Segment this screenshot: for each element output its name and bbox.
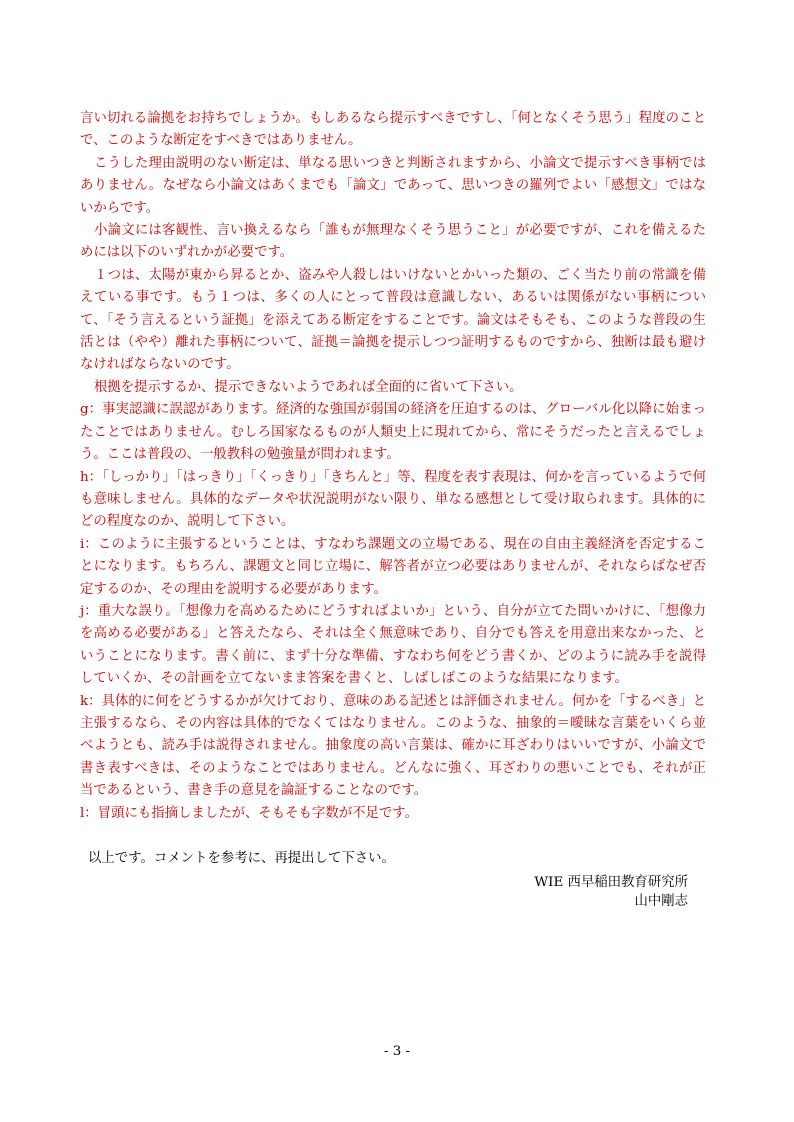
paragraph: 根拠を提示するか、提示できないようであれば全面的に省いて下さい。 (94, 379, 523, 395)
comment-body (80, 108, 706, 825)
closing-text: 以上です。コメントを参考に、再提出して下さい。 (88, 851, 395, 866)
comment-g: g：事実認識に誤認があります。経済的な強国が弱国の経済を圧迫するのは、グローバル化以降に始まったことではありません。むしろ国家なるものが人類史上に現れてから、常にそうだったと言えるでしょう。ここは普段の、一般教科の勉強量が問われます。 (80, 402, 706, 463)
comment-l: l：冒頭にも指摘しましたが、そもそも字数が不足です。 (80, 805, 418, 821)
signature-org: WIE 西早稲田教育研究所 (534, 875, 688, 890)
signature-name: 山中剛志 (634, 894, 688, 909)
comment-i: i：このように主張するということは、すなわち課題文の立場である、現在の自由主義経済を否定することになります。もちろん、課題文と同じ立場に、解答者が立つ必要はありませんが、それならばなぜ否定するのか、その理由を説明する必要があります。 (80, 536, 706, 597)
paragraph: 小論文には客観性、言い換えるなら「誰もが無理なくそう思うこと」が必要ですが、これを備えるためには以下のいずれかが必要です。 (80, 223, 706, 261)
paragraph: こうした理由説明のない断定は、単なる思いつきと判断されますから、小論文で提示すべき事柄ではありません。なぜなら小論文はあくまでも「論文」であって、思いつきの羅列でよい「感想文」ではないからです。 (80, 155, 706, 216)
page-number: - 3 - (383, 1044, 411, 1059)
comment-k: k：具体的に何をどうするかが欠けており、意味のある記述とは評価されません。何かを「するべき」と主張するなら、その内容は具体的でなくてはなりません。このような、抽象的＝曖昧な言葉をいくら並べようとも、読み手は説得されません。抽象度の高い言葉は、確かに耳ざわりはいいですが、小論文で書き表すべきは、そのようなことではありません。どんなに強く、耳ざわりの悪いことでも、それが正当であるという、書き手の意見を論証することなのです。 (80, 693, 706, 799)
paragraph: １つは、太陽が東から昇るとか、盗みや人殺しはいけないとかいった類の、ごく当たり前の常識を備えている事です。もう１つは、多くの人にとって普段は意識しない、あるいは関係がない事柄について、「そう言えるという証拠」を添えてある断定をすることです。論文はそもそも、このような普段の生活とは（やや）離れた事柄について、証拠＝論拠を提示しつつ証明するものですから、独断は最も避けなければならないのです。 (80, 267, 706, 373)
paragraph: 言い切れる論拠をお持ちでしょうか。もしあるなら提示すべきですし、「何となくそう思う」程度のことで、このような断定をすべきではありません。 (80, 111, 706, 149)
comment-h: h：「しっかり」「はっきり」「くっきり」「きちんと」等、程度を表す表現は、何かを言っているようで何も意味しません。具体的なデータや状況説明がない限り、単なる感想として受け取られます。具体的にどの程度なのか、説明して下さい。 (80, 469, 706, 530)
comment-j: j：重大な誤り。「想像力を高めるためにどうすればよいか」という、自分が立てた問いかけに、「想像力を高める必要がある」と答えたなら、それは全く無意味であり、自分でも答えを用意出来なかった、ということになります。書く前に、まず十分な準備、すなわち何をどう書くか、どのように読み手を説得していくか、その計画を立てないまま答案を書くと、しばしばこのような結果になります。 (80, 603, 706, 687)
